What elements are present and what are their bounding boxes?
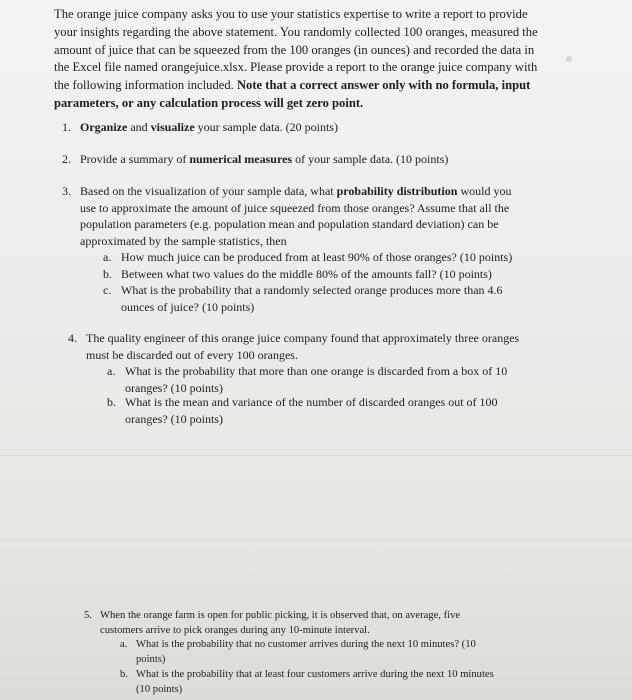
- question-4: [68, 330, 548, 363]
- bold-term: probability distribution: [336, 184, 458, 198]
- text-fragment: Provide a summary of: [80, 152, 190, 166]
- question-number: 3.: [62, 184, 71, 198]
- question-text: customers arrive to pick oranges during any 10-minute interval.: [100, 624, 370, 636]
- subquestion-text: oranges? (10 points): [125, 380, 223, 395]
- subquestion-text: What is the probability that a randomly selected orange produces more than 4.6: [121, 283, 503, 297]
- intro-line: [54, 77, 574, 95]
- question-number: 5.: [84, 610, 92, 621]
- text-fragment: would you: [457, 184, 512, 198]
- question-text: The quality engineer of this orange juice company found that approximately three oranges: [86, 331, 520, 345]
- question-1: [62, 119, 562, 136]
- question-2: [62, 151, 562, 168]
- question-text: approximated by the sample statistics, then: [80, 233, 287, 248]
- subquestion-text: ounces of juice? (10 points): [121, 299, 255, 314]
- intro-bold-note-end: parameters, or any calculation process will get zero point.: [54, 95, 364, 110]
- bold-term: numerical measures: [189, 152, 293, 166]
- subquestion-4b: [107, 394, 547, 426]
- subquestion-3a: [103, 249, 553, 266]
- subquestion-label: b.: [120, 669, 128, 680]
- subquestion-label: c.: [103, 283, 112, 297]
- question-text: must be discarded out of every 100 oranges.: [86, 347, 298, 362]
- subquestion-text: oranges? (10 points): [125, 411, 223, 426]
- question-number: 2.: [62, 152, 71, 166]
- intro-paragraph: [54, 6, 574, 113]
- intro-line: your insights regarding the above statement. You randomly collected 100 oranges, measured the: [54, 24, 538, 39]
- question-text: [80, 119, 562, 136]
- question-3: [62, 183, 552, 249]
- question-number: 1.: [62, 120, 71, 134]
- text-fragment: and: [127, 120, 151, 134]
- subquestion-4a: [107, 363, 547, 395]
- subquestion-text: Between what two values do the middle 80% of the amounts fall? (10 points): [121, 267, 492, 281]
- bold-term: visualize: [150, 120, 195, 134]
- subquestion-text: What is the probability that no customer arrives during the next 10 minutes? (10: [136, 639, 476, 650]
- subquestion-label: a.: [107, 364, 116, 378]
- intro-bold-note: Note that a correct answer only with no formula, input: [236, 78, 531, 93]
- subquestion-label: a.: [103, 250, 112, 264]
- text-fragment: your sample data. (20 points): [194, 120, 338, 134]
- subquestion-label: a.: [120, 639, 128, 650]
- text-fragment: of your sample data. (10 points): [292, 152, 449, 166]
- question-5: [84, 609, 544, 638]
- intro-line: amount of juice that can be squeezed from the 100 oranges (in ounces) and recorded the data in: [54, 42, 535, 57]
- subquestion-5b: [120, 668, 550, 695]
- question-text: use to approximate the amount of juice squeezed from those oranges? Assume that all the: [80, 200, 510, 215]
- subquestion-label: b.: [103, 267, 112, 281]
- subquestion-text: points): [136, 653, 166, 665]
- question-text: [80, 151, 562, 168]
- intro-line: The orange juice company asks you to use your statistics expertise to write a report to provide: [54, 7, 528, 21]
- question-text: population parameters (e.g. population mean and population standard deviation) can be: [80, 217, 499, 232]
- subquestion-text: What is the probability that at least four customers arrive during the next 10 minutes: [136, 669, 494, 680]
- subquestion-text: How much juice can be produced from at least 90% of those oranges? (10 points): [121, 250, 513, 264]
- subquestion-3c: [103, 282, 553, 314]
- subquestion-text: What is the probability that more than one orange is discarded from a box of 10: [125, 364, 508, 378]
- text-fragment: Based on the visualization of your sample data, what: [80, 184, 337, 198]
- question-text: [80, 183, 552, 200]
- subquestion-text: What is the mean and variance of the number of discarded oranges out of 100: [125, 395, 498, 409]
- subquestion-label: b.: [107, 395, 116, 409]
- subquestion-3b: [103, 266, 553, 283]
- subquestion-5a: [120, 638, 550, 665]
- subquestion-text: (10 points): [136, 683, 183, 695]
- bold-term: Organize: [80, 120, 128, 134]
- intro-text: the following information included.: [54, 78, 237, 93]
- intro-line: the Excel file named orangejuice.xlsx. Please provide a report to the orange juice company with: [54, 60, 538, 75]
- question-text: When the orange farm is open for public picking, it is observed that, on average, five: [100, 610, 461, 621]
- question-number: 4.: [68, 331, 77, 345]
